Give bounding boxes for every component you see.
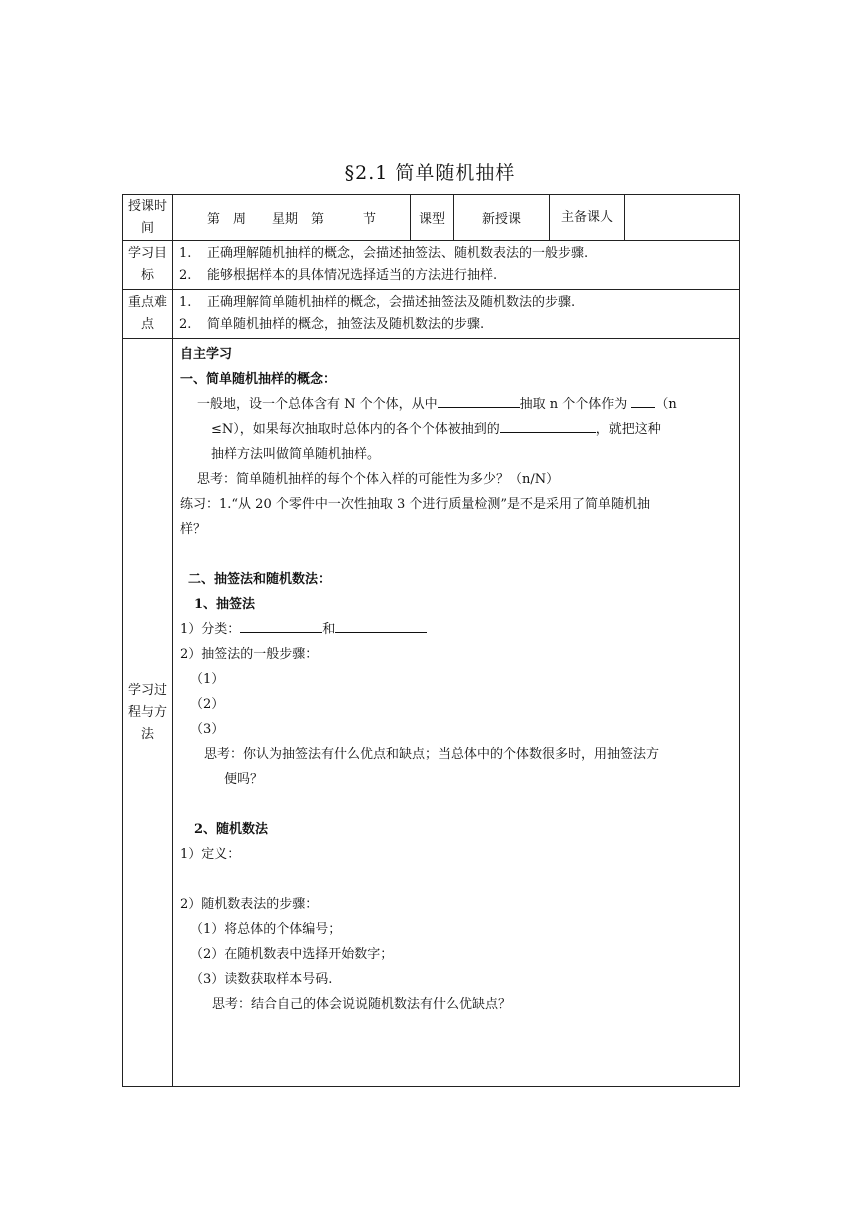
lottery-steps-title: 2）抽签法的一般步骤：: [180, 647, 319, 662]
header-row: [123, 195, 740, 241]
process-content: [173, 339, 740, 1087]
concept-line-2: ≤N），如果每次抽取时总体内的各个个体被抽到的 ，就把这种: [180, 417, 731, 442]
preparer-label: 主备课人: [550, 195, 625, 241]
random-step: （3）读数获取样本号码.: [190, 972, 333, 987]
lottery-class-line: 1）分类： 和: [180, 617, 731, 642]
key-points-content: [173, 290, 740, 339]
blank-field: [500, 418, 596, 433]
time-label: 授课时间: [123, 195, 173, 241]
blank-field: [335, 618, 427, 633]
goals-content: [173, 241, 740, 290]
think-question-1: 思考：简单随机抽样的每个个体入样的可能性为多少？（n/N）: [197, 472, 560, 487]
type-value: 新授课: [454, 195, 550, 241]
lottery-heading: 1、抽签法: [194, 597, 256, 612]
blank-field: [631, 393, 655, 408]
process-label: 学习过程与方法: [123, 339, 173, 1087]
lottery-step: （1）: [190, 672, 225, 687]
section1-heading: 一、简单随机抽样的概念：: [180, 372, 337, 387]
blank-field: [240, 618, 322, 633]
exercise-line-1: 练习：1.“从 20 个零件中一次性抽取 3 个进行质量检测”是不是采用了简单随机抽: [180, 497, 651, 512]
preparer-value: [625, 195, 740, 241]
lottery-step: （2）: [190, 697, 225, 712]
think-question-3: 思考：结合自己的体会说说随机数法有什么优缺点？: [212, 997, 512, 1012]
type-label: 课型: [411, 195, 454, 241]
week-text: 第 周 星期 第 节: [173, 195, 411, 241]
random-step: （1）将总体的个体编号；: [190, 922, 342, 937]
lottery-step: （3）: [190, 722, 225, 737]
think-question-2: 思考：你认为抽签法有什么优点和缺点；当总体中的个体数很多时，用抽签法方: [204, 747, 660, 762]
concept-line-3: 抽样方法叫做简单随机抽样。: [211, 447, 381, 462]
page-title: §2.1 简单随机抽样: [344, 162, 516, 184]
goals-row: [123, 241, 740, 290]
blank-field: [438, 393, 520, 408]
key-points-label: 重点难点: [123, 290, 173, 339]
goals-label: 学习目标: [123, 241, 173, 290]
random-step: （2）在随机数表中选择开始数字；: [190, 947, 394, 962]
key-point-item: 2. 简单随机抽样的概念，抽签法及随机数法的步骤.: [179, 317, 485, 332]
random-steps-title: 2）随机数表法的步骤：: [180, 897, 319, 912]
self-study-heading: 自主学习: [180, 347, 233, 362]
think-question-2-cont: 便吗？: [224, 772, 264, 787]
key-points-row: [123, 290, 740, 339]
concept-line-1: 一般地，设一个总体含有 N 个个体，从中 抽取 n 个个体作为 （n: [180, 392, 731, 417]
exercise-line-2: 样？: [180, 522, 207, 537]
key-point-item: 1. 正确理解简单随机抽样的概念，会描述抽签法及随机数法的步骤.: [179, 295, 576, 310]
section2-heading: 二、抽签法和随机数法：: [188, 572, 332, 587]
goal-item: 2. 能够根据样本的具体情况选择适当的方法进行抽样.: [179, 268, 498, 283]
random-definition: 1）定义：: [180, 847, 241, 862]
random-heading: 2、随机数法: [194, 822, 269, 837]
lesson-plan-table: [122, 194, 740, 1087]
goal-item: 1. 正确理解随机抽样的概念，会描述抽签法、随机数表法的一般步骤.: [179, 246, 589, 261]
process-row: [123, 339, 740, 1087]
